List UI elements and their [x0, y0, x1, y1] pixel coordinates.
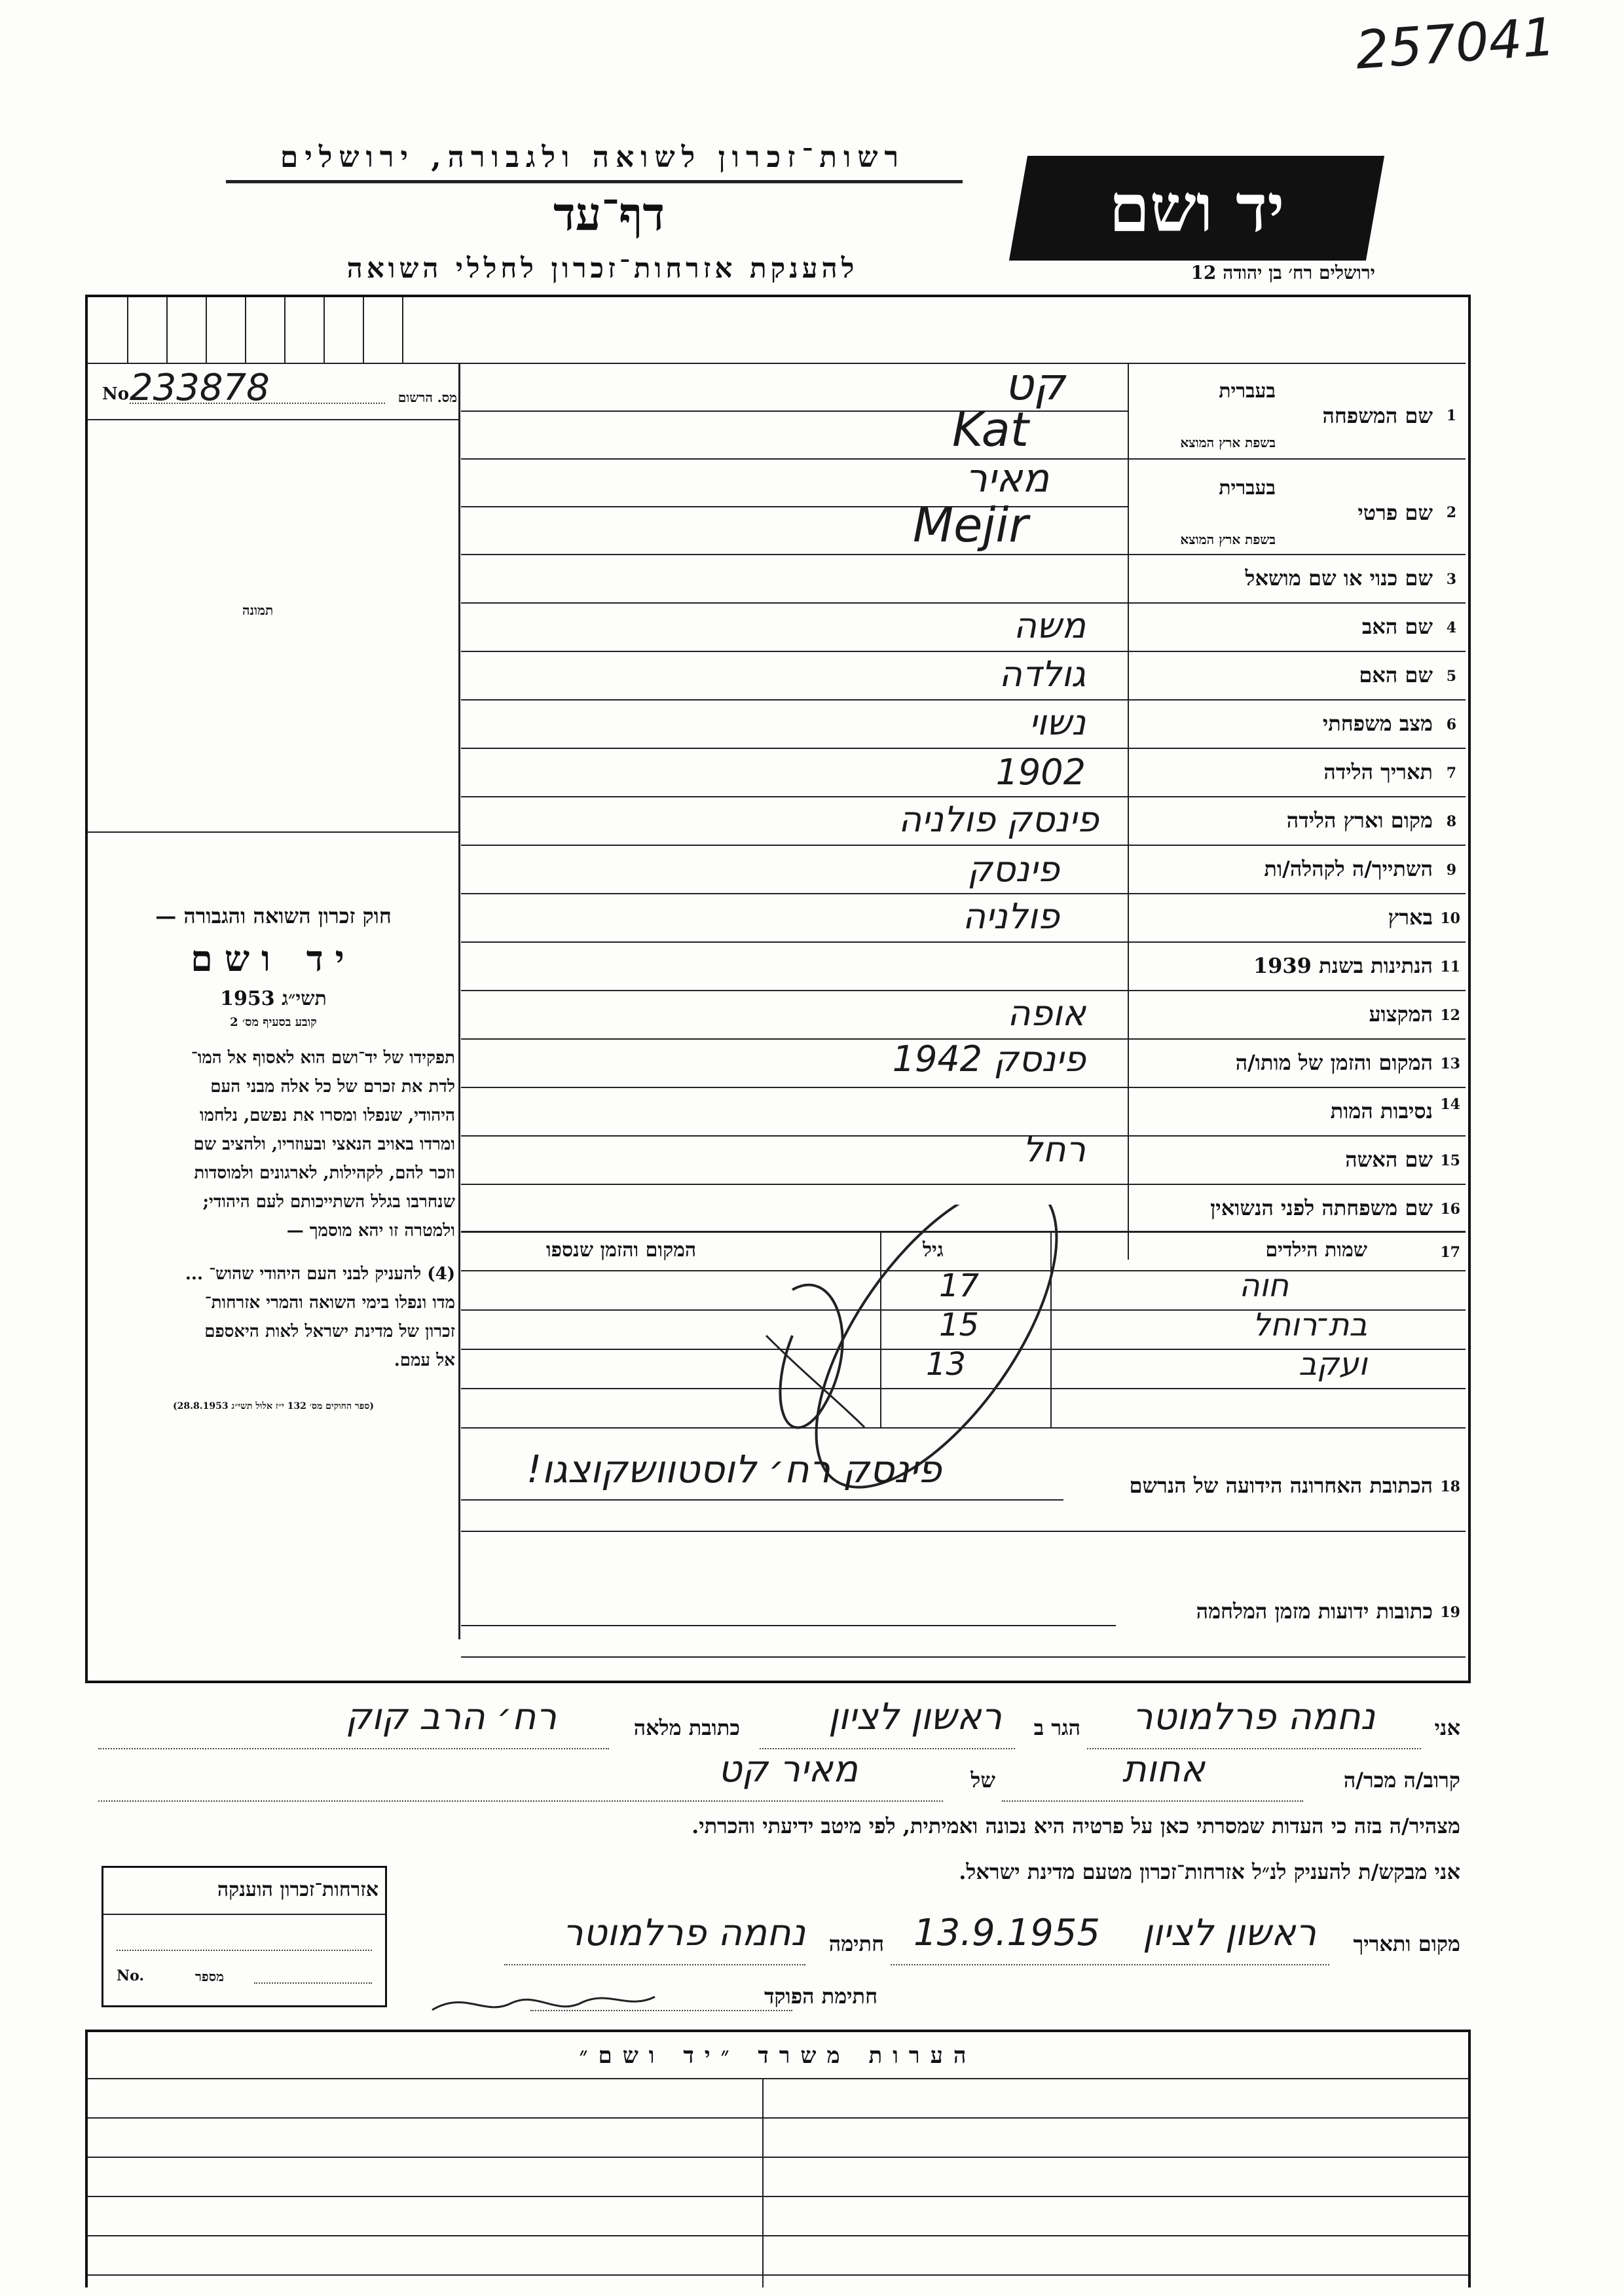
field-row-7 [461, 748, 1466, 796]
last-address-value: פינסק רח׳ לוסטוושקוצגו! [526, 1447, 942, 1491]
in-hebrew-label: בעברית [1219, 380, 1276, 403]
decl-statement-1: מצהיר/ה בזה כי העדות שמסרתי כאן על פרטיה היא נכונה ואמיתית, לפי מיטב ידיעתי והכרתי. [692, 1813, 1460, 1838]
field-label: הכתובת האחרונה הידועה של הנרשם [1129, 1473, 1433, 1498]
law-line: אל עמם. [394, 1351, 455, 1370]
decl-relative: קרוב/ה מכר/ה [1343, 1768, 1460, 1793]
citizenship-box [101, 1866, 387, 2007]
field-value: גולדה [999, 653, 1086, 695]
firstname-origin-value: Mejir [913, 498, 1029, 553]
citizenship-box-number-label: מספר [195, 1969, 224, 1984]
decl-full-address: כתובת מלאה [633, 1715, 740, 1740]
law-clause: קובע בסעיף מס׳ 2 [230, 1015, 317, 1029]
authority-title: רשות־זכרון לשואה ולגבורה, ירושלים [280, 141, 906, 174]
law-para-2 [92, 1260, 455, 1375]
field-label: הנתינות בשנת 1939 [1253, 953, 1433, 978]
firstname-hebrew-value: מאיר [965, 456, 1050, 501]
archive-number: 257041 [1354, 6, 1558, 81]
field-num: 18 [1440, 1478, 1460, 1495]
in-hebrew-label: בעברית [1219, 477, 1276, 500]
field-num: 16 [1440, 1201, 1460, 1218]
form-subtitle: להענקת אזרחות־זכרון לחללי השואה [346, 252, 858, 284]
child-age: 15 [939, 1307, 980, 1343]
field-num: 7 [1446, 765, 1456, 782]
field-row-6 [461, 699, 1466, 748]
field-value: רחל [1022, 1129, 1086, 1170]
field-num: 10 [1440, 910, 1460, 927]
field-num: 8 [1446, 813, 1456, 830]
child-name: חוה [1239, 1267, 1289, 1304]
fields-grid [461, 359, 1466, 1260]
field-row-8 [461, 796, 1466, 845]
field-row-5 [461, 651, 1466, 699]
child-age: 17 [939, 1267, 980, 1304]
field-label: המקום והזמן של מותו/ה [1235, 1050, 1433, 1075]
field-label: בארץ [1388, 905, 1433, 930]
field-label: מצב משפחתי [1322, 711, 1433, 736]
field-row-11 [461, 941, 1466, 990]
children-place-header: המקום והזמן שנספו [546, 1239, 697, 1262]
field-label: שם האב [1361, 614, 1433, 639]
logo-text: יד ושם [1109, 170, 1285, 247]
field-row-13 [461, 1038, 1466, 1087]
field-label: שם כנוי או שם מושאל [1245, 566, 1433, 591]
law-name: יד ושם [191, 938, 356, 979]
law-line: וזכר להם, לקהילות, לארגונים ולמוסדות [194, 1163, 455, 1183]
decl-of: של [970, 1768, 995, 1793]
field-label: מקום וארץ הלידה [1286, 808, 1433, 833]
surname-hebrew-value: קט [1005, 359, 1065, 410]
citizenship-box-no: No. [117, 1967, 145, 1984]
field-label: המקצוע [1369, 1002, 1433, 1027]
decl-city: ראשון לציון [828, 1696, 1002, 1738]
law-line: (4) להעניק לבני העם היהודי שהוש־ ... [185, 1264, 455, 1284]
photo-label: תמונה [242, 602, 274, 618]
law-line: מדו ונפלו בימי השואה והמרי אזרחות־ [204, 1293, 455, 1313]
field-row-12 [461, 990, 1466, 1038]
decl-ani: אני [1434, 1715, 1460, 1740]
field-num: 13 [1440, 1055, 1460, 1072]
field-label: שם המשפחה [1322, 403, 1433, 428]
decl-place-date-label: מקום ותאריך [1353, 1931, 1460, 1956]
law-line: ולמטרה זו יהא מוסמך — [286, 1221, 455, 1241]
declarant-name: נחמה פרלמוטר [1132, 1696, 1375, 1738]
address-section [461, 1427, 1466, 1552]
law-line: היהודי, שנפלו ומסרו את נפשם, נלחמו [199, 1106, 455, 1125]
field-label: שם האם [1359, 663, 1433, 687]
field-value: פינסק [967, 848, 1060, 890]
notes-title: הערות משרד ״יד ושם״ [579, 2043, 977, 2069]
child-age: 13 [926, 1346, 967, 1383]
field-num: 17 [1440, 1244, 1460, 1261]
field-value: אופה [1007, 993, 1086, 1034]
child-name: בת־רוחל [1252, 1307, 1367, 1343]
law-para-1 [92, 1044, 455, 1245]
field-value: פולניה [962, 896, 1060, 937]
field-label: נסיבות המות [1330, 1099, 1433, 1123]
field-value: משה [1013, 605, 1086, 646]
reg-label: מס. הרשום [397, 390, 457, 405]
registration-number-row [97, 367, 457, 409]
decl-resides: הגר ב [1033, 1715, 1080, 1740]
field-num: 3 [1446, 571, 1456, 588]
law-year: תשי״ג 1953 [220, 987, 327, 1010]
decl-deceased: מאיר קט [718, 1748, 858, 1791]
citizenship-box-title: אזרחות־זכרון הוענקה [217, 1878, 378, 1901]
decl-date: 13.9.1955 [913, 1912, 1100, 1954]
decl-officer-label: חתימת הפוקד [764, 1984, 877, 2009]
field-row-9 [461, 845, 1466, 893]
children-names-header: שמות הילדים [1265, 1239, 1367, 1262]
field-value: פינסק 1942 [892, 1038, 1086, 1080]
field-label: כתובות ידועות מזמן המלחמה [1196, 1599, 1433, 1624]
notes-section [85, 2030, 1471, 2287]
field-label: השתייך/ה לקהלה/ות [1264, 856, 1433, 881]
field-num: 11 [1440, 958, 1460, 975]
field-label: שם האשה [1345, 1147, 1433, 1172]
field-num: 14 [1440, 1096, 1460, 1113]
field-row-2 [461, 458, 1466, 554]
surname-origin-value: Kat [952, 402, 1029, 457]
field-label: שם פרטי [1357, 500, 1433, 525]
officer-signature-scribble [426, 1984, 661, 2023]
law-line: לדת את זכרם של כל אלה מבני העם [210, 1077, 455, 1097]
law-line: תפקידו של יד־ושם הוא לאסוף אל המו־ [191, 1048, 455, 1068]
field-num: 12 [1440, 1007, 1460, 1024]
logo-address: ירושלים רח׳ בן יהודה 12 [1190, 262, 1375, 283]
office-boxes [88, 297, 461, 363]
field-num: 9 [1446, 862, 1456, 879]
origin-language-label: בשפת ארץ המוצא [1180, 435, 1276, 450]
law-block [92, 903, 455, 1412]
field-row-3 [461, 554, 1466, 602]
field-label: שם משפחתה לפני הנשואין [1210, 1195, 1433, 1220]
reg-no-label: No. [102, 384, 135, 404]
field-num: 15 [1440, 1152, 1460, 1169]
field-row-14 [461, 1087, 1466, 1135]
law-line: זכרון של מדינת ישראל לאות היאספם [204, 1322, 455, 1341]
law-title: חוק זכרון השואה והגבורה — [155, 903, 392, 928]
decl-place: ראשון לציון [1142, 1912, 1316, 1954]
children-age-header: גיל [923, 1239, 944, 1262]
registration-number: 233878 [130, 367, 270, 409]
field-value: פינסק פולניה [898, 799, 1099, 840]
field-row-1 [461, 359, 1466, 458]
field-num: 6 [1446, 716, 1456, 733]
form-title: דף־עד [553, 187, 665, 241]
law-line: שנחרבו בגלל השתייכותם לעם היהודי; [202, 1192, 455, 1212]
field-label: תאריך הלידה [1323, 759, 1433, 784]
decl-signature-label: חתימה [828, 1931, 884, 1956]
field-value: נשוי [1029, 702, 1086, 743]
origin-language-label: בשפת ארץ המוצא [1180, 532, 1276, 547]
yad-vashem-logo [1009, 156, 1384, 261]
law-citation: (ספר החוקים מס׳ 132 י״ז אלול תשי״ג 28.8.1953) [173, 1401, 374, 1412]
decl-statement-2: אני מבקש/ת להעניק לנ״ל אזרחות־זכרון מטעם מדינת ישראל. [959, 1859, 1460, 1884]
law-line: ומרדו באויב הנאצי ובעוזריו, ולהציב שם [193, 1135, 455, 1154]
child-name: ועקב [1299, 1346, 1367, 1383]
field-row-10 [461, 893, 1466, 941]
field-num: 19 [1440, 1604, 1460, 1621]
field-num: 1 [1446, 407, 1456, 424]
field-row-15 [461, 1129, 1466, 1184]
wartime-section [461, 1552, 1466, 1676]
field-num: 5 [1446, 668, 1456, 685]
decl-street: רח׳ הרב קוק [345, 1696, 557, 1738]
decl-relation: אחות [1122, 1748, 1205, 1791]
field-num: 4 [1446, 619, 1456, 636]
decl-signature: נחמה פרלמוטר [562, 1912, 805, 1954]
field-num: 2 [1446, 504, 1456, 521]
field-row-4 [461, 602, 1466, 651]
field-value: 1902 [995, 752, 1086, 793]
